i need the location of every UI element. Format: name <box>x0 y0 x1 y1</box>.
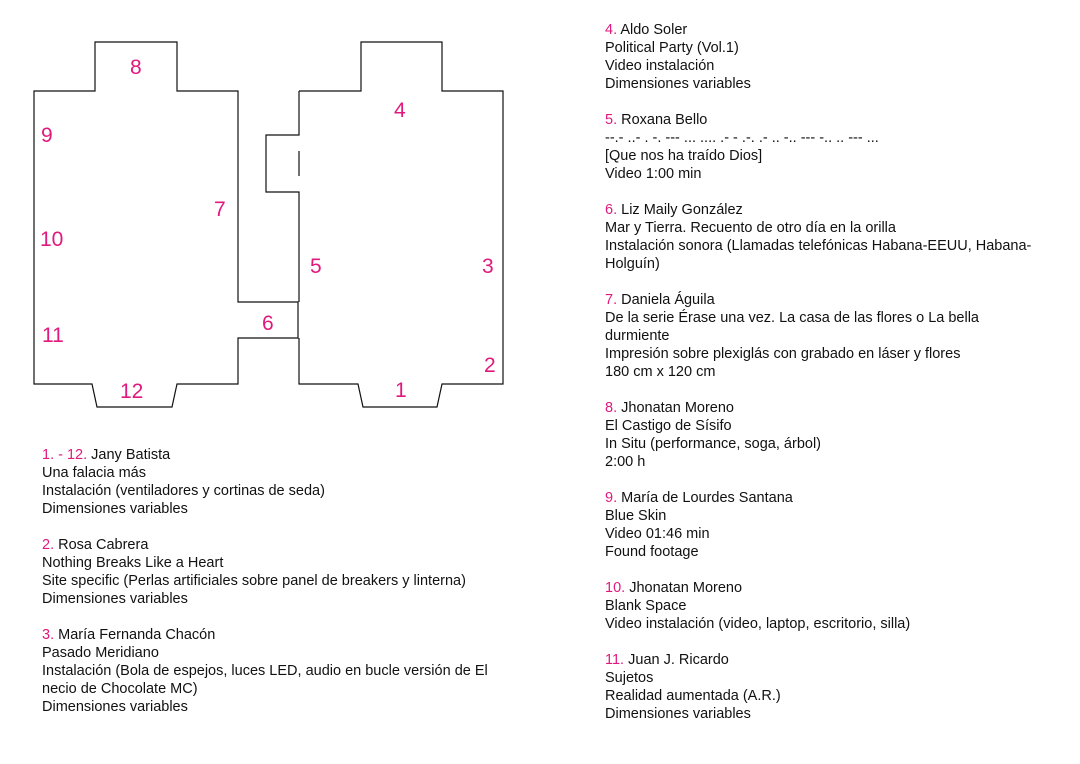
entry-detail-line: Video instalación (video, laptop, escritorio, silla) <box>605 616 911 632</box>
plan-label-1: 1 <box>395 379 407 402</box>
plan-label-8: 8 <box>130 56 142 79</box>
entry-detail-line: El Castigo de Sísifo <box>605 418 732 434</box>
entry-detail-line: 2:00 h <box>605 454 646 470</box>
entry-detail-line: In Situ (performance, soga, árbol) <box>605 436 821 452</box>
entry-detail-line: Instalación (Bola de espejos, luces LED, audio en bucle versión de El necio de Chocolate MC) <box>42 663 492 697</box>
right-room-west-wall <box>266 91 299 302</box>
entry-artist: María de Lourdes Santana <box>621 490 793 506</box>
entry-artist: Jhonatan Moreno <box>621 400 734 416</box>
entry-heading <box>605 489 1045 507</box>
plan-label-4: 4 <box>394 99 406 122</box>
entry-number: 3. <box>42 627 55 643</box>
entry-heading <box>42 536 492 554</box>
plan-label-7: 7 <box>214 198 226 221</box>
entry-detail-line: Pasado Meridiano <box>42 645 159 661</box>
entry-number: 10. <box>605 580 626 596</box>
entry-number: 5. <box>605 112 618 128</box>
left-room-outline <box>34 42 298 407</box>
artwork-entry <box>605 111 1045 183</box>
entry-detail-line: Dimensiones variables <box>42 699 188 715</box>
artwork-entry <box>42 446 492 518</box>
artwork-entry <box>605 291 1045 381</box>
artwork-entry <box>605 201 1045 273</box>
artwork-entry <box>605 399 1045 471</box>
entry-detail-line: Video instalación <box>605 58 715 74</box>
plan-label-9: 9 <box>41 124 53 147</box>
plan-label-5: 5 <box>310 255 322 278</box>
entry-detail-line: De la serie Érase una vez. La casa de las flores o La bella durmiente <box>605 310 984 344</box>
plan-label-12: 12 <box>120 380 144 403</box>
entry-detail-line: Dimensiones variables <box>42 591 188 607</box>
entry-heading <box>605 111 1045 129</box>
artwork-entry <box>605 489 1045 561</box>
entry-number: 6. <box>605 202 618 218</box>
entry-number: 1. - 12. <box>42 447 88 463</box>
entry-number: 11. <box>605 652 625 668</box>
entry-detail-line: Site specific (Perlas artificiales sobre panel de breakers y linterna) <box>42 573 466 589</box>
entry-heading <box>605 201 1045 219</box>
artwork-entry <box>605 579 1045 633</box>
entry-heading <box>605 21 1045 39</box>
entry-artist: Jhonatan Moreno <box>629 580 743 596</box>
plan-label-11: 11 <box>42 324 64 347</box>
entry-detail-line: Impresión sobre plexiglás con grabado en láser y flores <box>605 346 961 362</box>
entry-heading <box>42 446 492 464</box>
entry-detail-line: Blue Skin <box>605 508 667 524</box>
entry-detail-line: Instalación (ventiladores y cortinas de seda) <box>42 483 325 499</box>
entry-artist: Roxana Bello <box>621 112 708 128</box>
entry-detail-line: [Que nos ha traído Dios] <box>605 148 763 164</box>
entry-detail-line: Sujetos <box>605 670 654 686</box>
entry-detail-line: Nothing Breaks Like a Heart <box>42 555 224 571</box>
entry-artist: Liz Maily González <box>621 202 743 218</box>
entry-heading <box>605 651 1045 669</box>
plan-label-3: 3 <box>482 255 494 278</box>
entry-heading <box>42 626 492 644</box>
left-column-entries <box>42 446 492 734</box>
entry-detail-line: Video 1:00 min <box>605 166 702 182</box>
entry-detail-line: Dimensiones variables <box>605 706 751 722</box>
entry-detail-line: --.- ..- . -. --- ... .... .- - .-. .- .. -.. --- -.. .. --- ... <box>605 130 879 146</box>
entry-detail-line: Political Party (Vol.1) <box>605 40 739 56</box>
entry-detail-line: Una falacia más <box>42 465 146 481</box>
entry-artist: Daniela Águila <box>621 292 715 308</box>
entry-heading <box>605 399 1045 417</box>
plan-label-2: 2 <box>484 354 496 377</box>
artwork-entry <box>42 626 492 716</box>
entry-artist: Aldo Soler <box>620 22 688 38</box>
entry-artist: María Fernanda Chacón <box>58 627 216 643</box>
entry-number: 9. <box>605 490 618 506</box>
entry-detail-line: Instalación sonora (Llamadas telefónicas Habana-EEUU, Habana-Holguín) <box>605 238 1032 272</box>
entry-heading <box>605 291 1045 309</box>
entry-detail-line: 180 cm x 120 cm <box>605 364 716 380</box>
entry-artist: Jany Batista <box>91 447 171 463</box>
entry-detail-line: Found footage <box>605 544 699 560</box>
entry-number: 4. <box>605 22 618 38</box>
entry-detail-line: Realidad aumentada (A.R.) <box>605 688 781 704</box>
entry-artist: Juan J. Ricardo <box>628 652 729 668</box>
entry-detail-line: Video 01:46 min <box>605 526 710 542</box>
right-room-outline <box>299 42 503 407</box>
artwork-entry <box>42 536 492 608</box>
entry-detail-line: Mar y Tierra. Recuento de otro día en la orilla <box>605 220 896 236</box>
plan-label-6: 6 <box>262 312 274 335</box>
artwork-entry <box>605 21 1045 93</box>
entry-detail-line: Dimensiones variables <box>605 76 751 92</box>
entry-detail-line: Dimensiones variables <box>42 501 188 517</box>
entry-number: 7. <box>605 292 618 308</box>
plan-label-10: 10 <box>40 228 64 251</box>
entry-heading <box>605 579 1045 597</box>
entry-number: 2. <box>42 537 55 553</box>
entry-number: 8. <box>605 400 618 416</box>
entry-detail-line: Blank Space <box>605 598 687 614</box>
artwork-entry <box>605 651 1045 723</box>
right-column-entries <box>605 21 1045 741</box>
entry-artist: Rosa Cabrera <box>58 537 149 553</box>
floor-plan <box>0 0 560 430</box>
